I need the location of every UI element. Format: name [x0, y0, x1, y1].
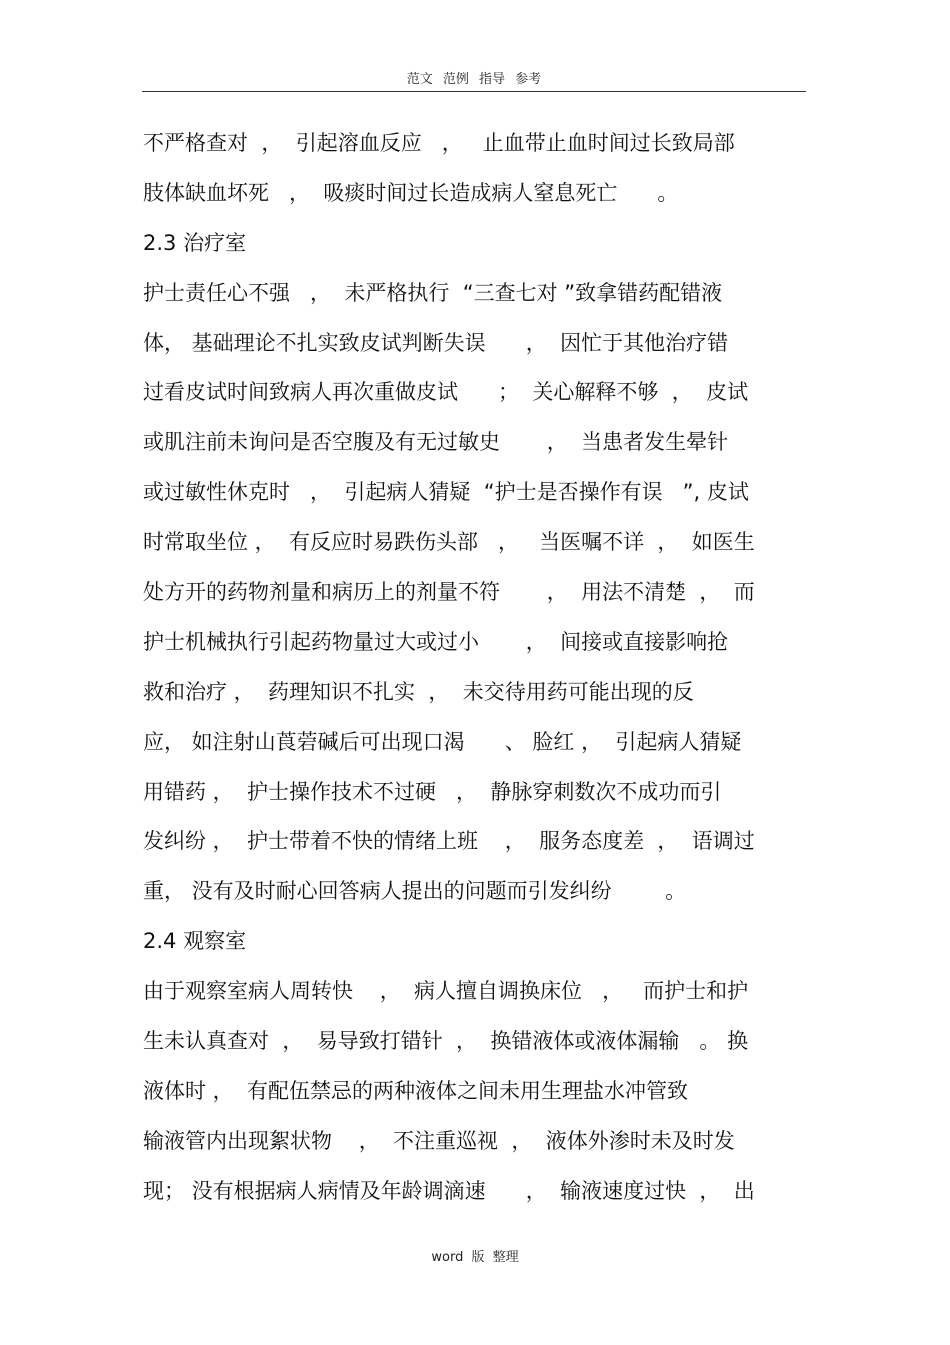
body-line: 肢体缺血坏死 ， 吸痰时间过长造成病人窒息死亡 。	[143, 180, 679, 205]
body-line: 生未认真查对 ， 易导致打错针 ， 换错液体或液体漏输 。 换	[143, 1029, 749, 1054]
body-line: 现； 没有根据病人病情及年龄调滴速 ， 输液速度过快 ， 出	[143, 1178, 755, 1203]
body-line: 救和治疗 ， 药理知识不扎实 ， 未交待用药可能出现的反	[143, 679, 694, 704]
body-line: 或肌注前未询问是否空腹及有无过敏史 ， 当患者发生晕针	[143, 430, 729, 455]
body-line: 输液管内出现絮状物 ， 不注重巡视 ， 液体外渗时未及时发	[143, 1128, 735, 1153]
body-line: 重， 没有及时耐心回答病人提出的问题而引发纠纷 。	[143, 879, 687, 904]
section-heading: 2.4 观察室	[143, 929, 247, 954]
page-header: 范文 范例 指导 参考	[406, 72, 542, 87]
body-line: 或过敏性休克时 ， 引起病人猜疑 “护士是否操作有误 ”, 皮试	[143, 480, 749, 505]
body-line: 处方开的药物剂量和病历上的剂量不符 ， 用法不清楚 ， 而	[143, 580, 755, 605]
body-line: 过看皮试时间致病人再次重做皮试 ； 关心解释不够 ， 皮试	[143, 380, 749, 405]
document-body	[143, 118, 808, 1216]
body-line: 应， 如注射山莨菪碱后可出现口渴 、 脸红 ， 引起病人猜疑	[143, 729, 742, 754]
body-line: 由于观察室病人周转快 ， 病人擅自调换床位 ， 而护士和护	[143, 979, 749, 1004]
body-line: 时常取坐位 ， 有反应时易跌伤头部 ， 当医嘱不详 ， 如医生	[143, 530, 755, 555]
page-footer: word 版 整理	[431, 1250, 519, 1265]
body-line: 护士责任心不强 ， 未严格执行 “三查七对 ”致拿错药配错液	[143, 280, 723, 305]
body-line: 体， 基础理论不扎实致皮试判断失误 ， 因忙于其他治疗错	[143, 330, 729, 355]
body-line: 不严格查对 ， 引起溶血反应 ， 止血带止血时间过长致局部	[143, 131, 735, 155]
body-line: 发纠纷 ， 护士带着不快的情绪上班 ， 服务态度差 ， 语调过	[143, 829, 755, 854]
body-line: 用错药 ， 护士操作技术不过硬 ， 静脉穿刺数次不成功而引	[143, 779, 722, 804]
header-divider	[142, 91, 806, 92]
body-line: 护士机械执行引起药物量过大或过小 ， 间接或直接影响抢	[143, 629, 729, 654]
section-heading: 2.3 治疗室	[143, 230, 247, 255]
body-line: 液体时 ， 有配伍禁忌的两种液体之间未用生理盐水冲管致	[143, 1078, 689, 1103]
